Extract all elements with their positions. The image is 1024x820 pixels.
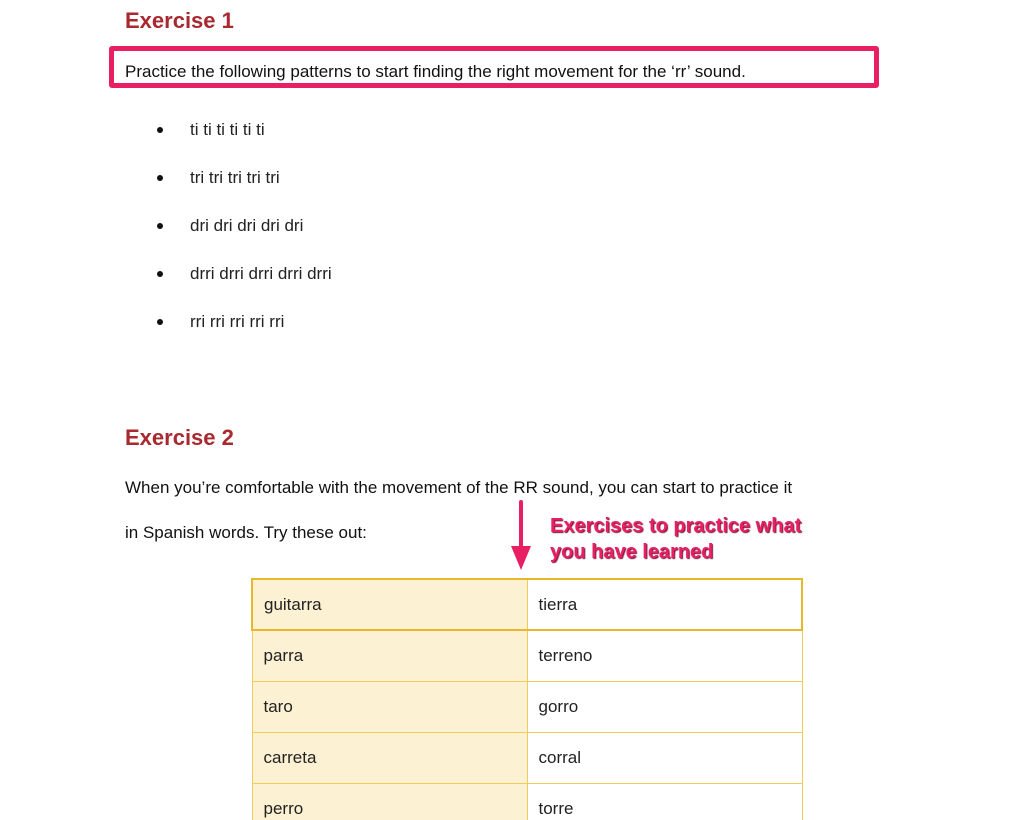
table-cell: carreta [252,732,527,783]
table-row [252,783,802,820]
exercise-1-instruction: Practice the following patterns to start finding the right movement for the ‘rr’ sound. [125,62,746,81]
bullet-icon [157,127,163,133]
bullet-icon [157,271,163,277]
table-cell: torre [527,783,802,820]
pattern-text: ti ti ti ti ti ti [190,120,265,139]
table-row [252,630,802,681]
exercise-2-paragraph-line-2: in Spanish words. Try these out: [125,523,367,542]
table-row [252,732,802,783]
word-table [251,578,803,820]
table-cell: perro [252,783,527,820]
table-row [252,579,802,630]
arrow-down-icon [509,500,533,572]
pattern-text: rri rri rri rri rri [190,312,285,331]
bullet-icon [157,319,163,325]
annotation-line-2: you have learned [550,541,714,563]
exercise-2-title: Exercise 2 [125,425,234,450]
table-cell: corral [527,732,802,783]
exercise-1-title: Exercise 1 [125,8,234,33]
exercise-2-paragraph-line-1: When you’re comfortable with the movement of the RR sound, you can start to practice it [125,478,793,497]
table-row [252,681,802,732]
pattern-text: tri tri tri tri tri [190,168,280,187]
annotation-line-1: Exercises to practice what [550,515,802,537]
bullet-icon [157,223,163,229]
table-cell: terreno [527,630,802,681]
pattern-text: drri drri drri drri drri [190,264,332,283]
table-cell: taro [252,681,527,732]
table-cell: tierra [527,579,802,630]
table-cell: parra [252,630,527,681]
annotation-callout [550,513,801,565]
table-cell: guitarra [252,579,527,630]
pattern-text: dri dri dri dri dri [190,216,304,235]
table-cell: gorro [527,681,802,732]
bullet-icon [157,175,163,181]
